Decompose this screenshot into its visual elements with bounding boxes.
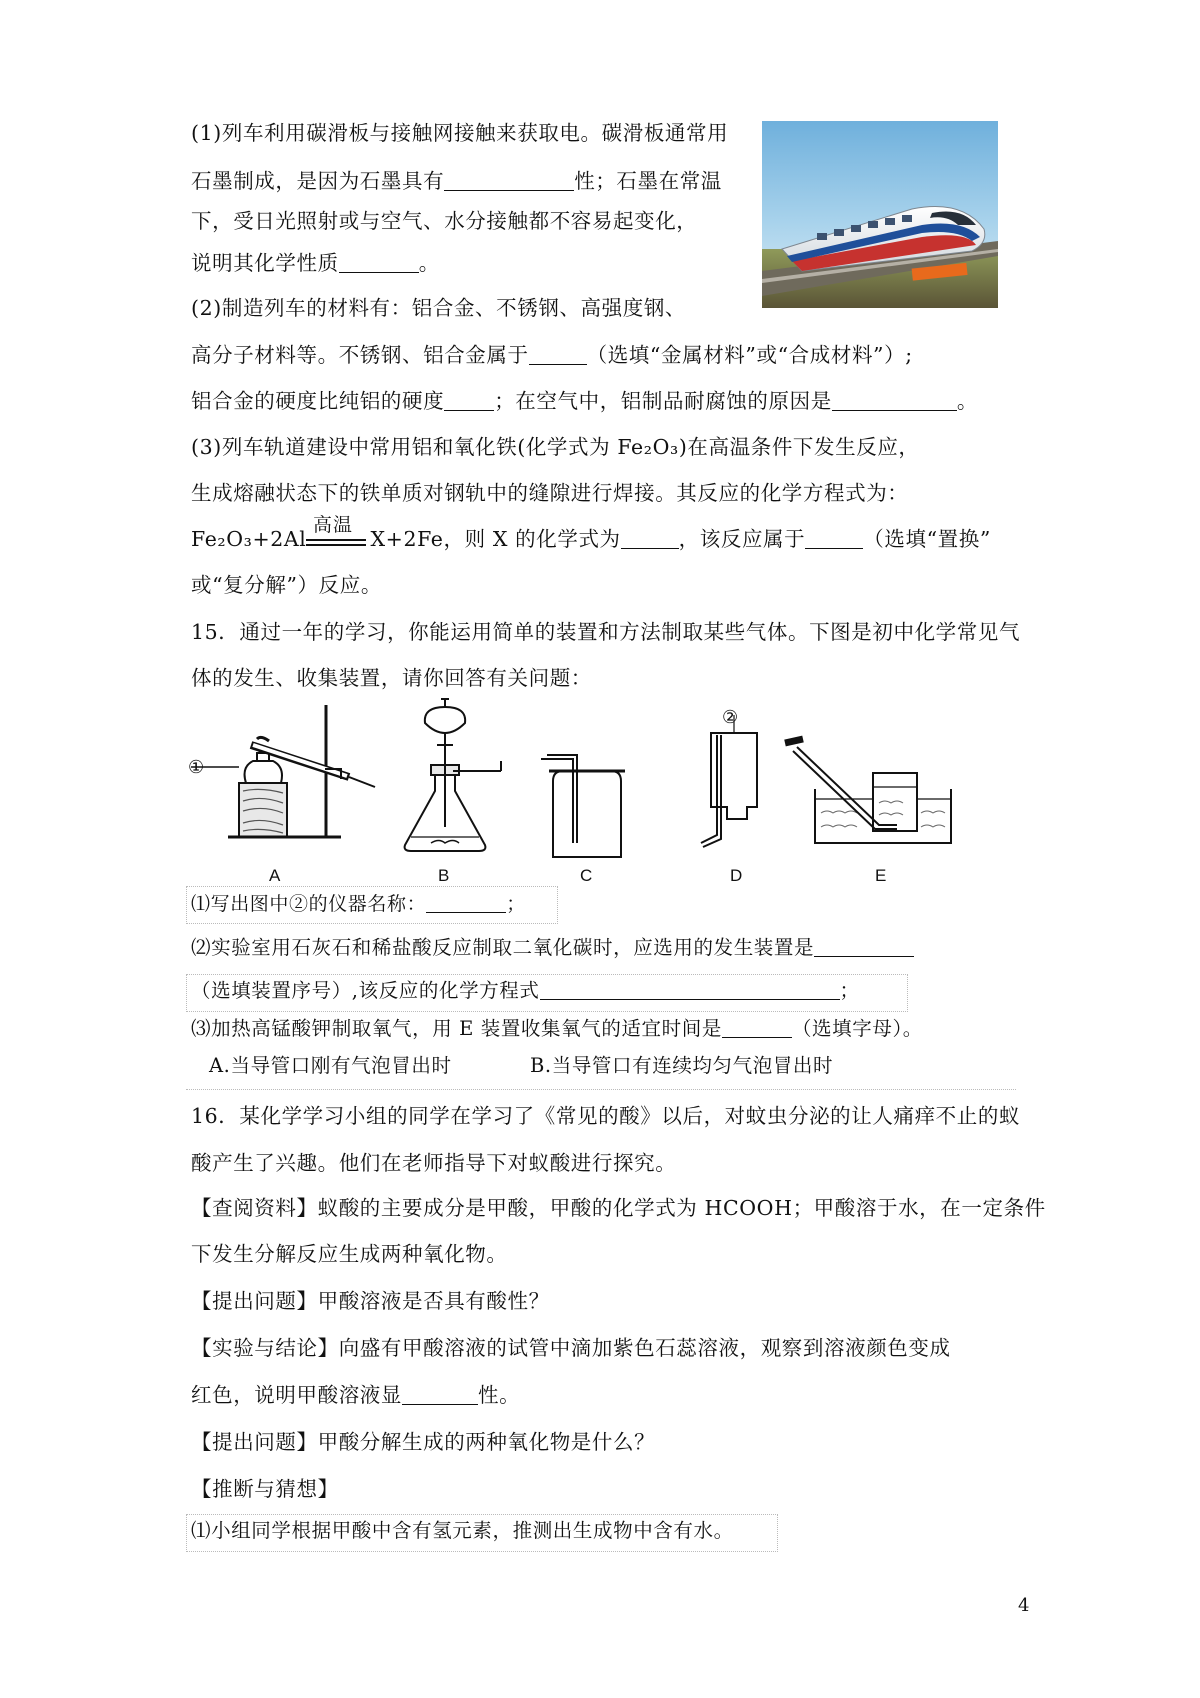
answer-blank[interactable] — [426, 890, 506, 913]
page-number: 4 — [1018, 1595, 1030, 1616]
q16-line-7: 红色，说明甲酸溶液显 性。 — [191, 1383, 521, 1407]
apparatus-a — [191, 705, 375, 837]
q15-option-a: A.当导管口刚有气泡冒出时 — [209, 1054, 452, 1077]
answer-blank[interactable] — [529, 342, 587, 365]
q14-line-3: 下，受日光照射或与空气、水分接触都不容易起变化， — [191, 209, 698, 233]
q14-line-11: 或“复分解”）反应。 — [191, 573, 382, 597]
q14-line-8: (3)列车轨道建设中常用铝和氧化铁(化学式为 Fe₂O₃)在高温条件下发生反应， — [191, 435, 920, 459]
answer-blank[interactable] — [540, 977, 840, 1000]
q15-line-2: 体的发生、收集装置，请你回答有关问题： — [191, 666, 592, 690]
answer-blank[interactable] — [832, 388, 957, 411]
q14-line-6: 高分子材料等。不锈钢、铝合金属于 （选填“金属材料”或“合成材料”）; — [191, 343, 913, 367]
label-c: C — [580, 866, 593, 885]
answer-blank[interactable] — [339, 250, 419, 273]
answer-blank[interactable] — [805, 526, 863, 549]
q14-line-2: 石墨制成，是因为石墨具有 性；石墨在常温 — [191, 169, 722, 193]
label-a: A — [269, 866, 281, 885]
q16-line-10: ⑴小组同学根据甲酸中含有氢元素，推测出生成物中含有水。 — [191, 1519, 734, 1542]
q15-sub-1: ⑴写出图中②的仪器名称： ； — [191, 890, 526, 918]
q16-line-9: 【推断与猜想】 — [191, 1477, 339, 1501]
q14-line-7: 铝合金的硬度比纯铝的硬度 ；在空气中，铝制品耐腐蚀的原因是 。 — [191, 389, 978, 413]
q16-line-1: 16．某化学学习小组的同学在学习了《常见的酸》以后，对蚊虫分泌的让人痛痒不止的蚁 — [191, 1104, 1021, 1128]
answer-blank[interactable] — [444, 168, 574, 191]
q16-line-4: 下发生分解反应生成两种氧化物。 — [191, 1242, 508, 1266]
marker-1: ① — [188, 757, 205, 778]
q15-sub-2: ⑵实验室用石灰石和稀盐酸反应制取二氧化碳时，应选用的发生装置是 — [191, 934, 914, 962]
q14-line-4: 说明其化学性质 。 — [191, 251, 440, 275]
apparatus-d — [701, 715, 757, 847]
q14-line-5: (2)制造列车的材料有：铝合金、不锈钢、高强度钢、 — [191, 296, 687, 320]
q14-line-9: 生成熔融状态下的铁单质对钢轨中的缝隙进行焊接。其反应的化学方程式为： — [191, 481, 909, 505]
q16-line-8: 【提出问题】甲酸分解生成的两种氧化物是什么？ — [191, 1430, 656, 1454]
marker-2: ② — [722, 707, 739, 728]
answer-blank[interactable] — [621, 526, 679, 549]
dotted-rule — [186, 1089, 1016, 1091]
answer-blank[interactable] — [444, 388, 494, 411]
q16-line-2: 酸产生了兴趣。他们在老师指导下对蚁酸进行探究。 — [191, 1151, 677, 1175]
apparatus-figure — [188, 695, 991, 885]
q14-line-1: (1)列车利用碳滑板与接触网接触来获取电。碳滑板通常用 — [191, 121, 729, 145]
train-photo — [762, 121, 998, 308]
q14-line-10: Fe₂O₃+2Al X+2Fe，则 X 的化学式为 ，该反应属于 （选填“置换” — [191, 527, 991, 551]
q15-option-b: B.当导管口有连续均匀气泡冒出时 — [530, 1054, 834, 1077]
apparatus-c — [541, 755, 625, 857]
q15-sub-2-cont: （选填装置序号）,该反应的化学方程式 ； — [191, 979, 860, 1002]
q16-line-3: 【查阅资料】蚁酸的主要成分是甲酸，甲酸的化学式为 HCOOH；甲酸溶于水，在一定条件 — [191, 1196, 1046, 1220]
apparatus-b — [405, 699, 501, 851]
q15-line-1: 15．通过一年的学习，你能运用简单的装置和方法制取某些气体。下图是初中化学常见气 — [191, 620, 1021, 644]
q16-line-5: 【提出问题】甲酸溶液是否具有酸性？ — [191, 1289, 550, 1313]
q16-line-6: 【实验与结论】向盛有甲酸溶液的试管中滴加紫色石蕊溶液，观察到溶液颜色变成 — [191, 1336, 951, 1360]
label-e: E — [875, 866, 887, 885]
q15-sub-3: ⑶加热高锰酸钾制取氧气，用 E 装置收集氧气的适宜时间是 （选填字母）。 — [191, 1017, 923, 1040]
apparatus-e — [785, 739, 951, 843]
answer-blank[interactable] — [814, 934, 914, 957]
answer-blank[interactable] — [722, 1015, 792, 1038]
answer-blank[interactable] — [402, 1382, 478, 1405]
reaction-condition: 高温 — [313, 514, 354, 536]
label-b: B — [438, 866, 450, 885]
label-d: D — [730, 866, 743, 885]
